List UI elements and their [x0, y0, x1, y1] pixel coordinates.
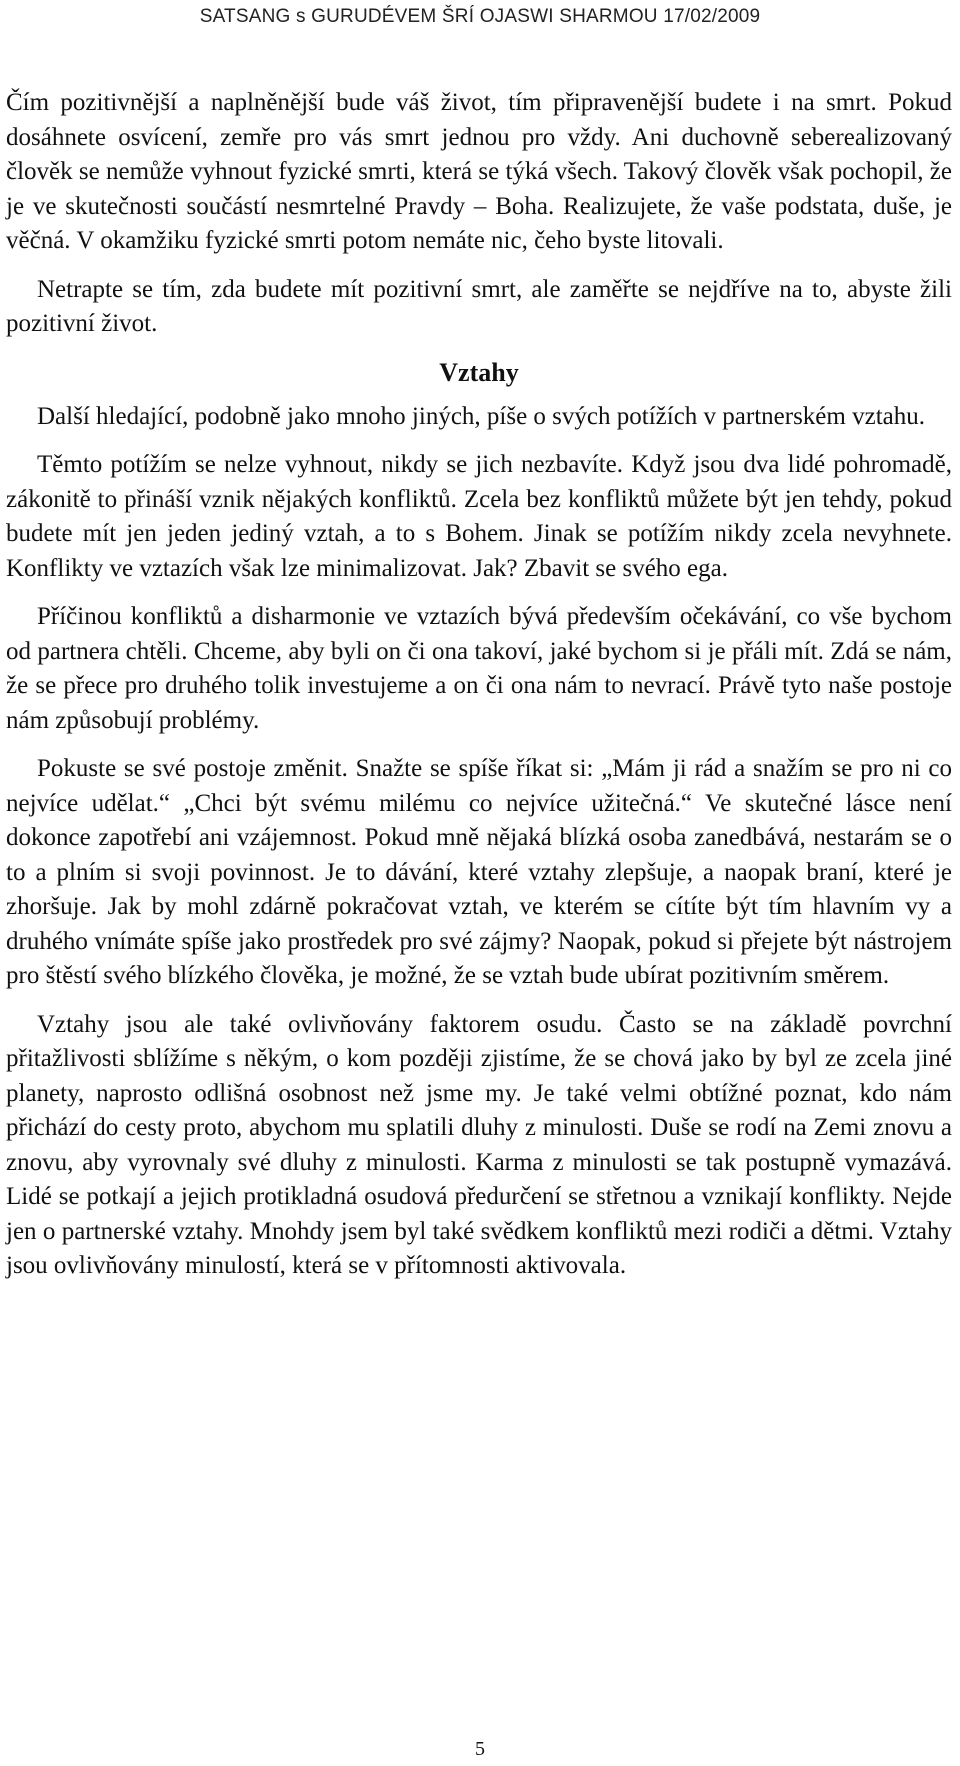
- paragraph-destiny: Vztahy jsou ale také ovlivňovány faktorem osudu. Často se na základě povrchní přitažlivosti sblížíme s někým, o kom později zjistíme, že se chová jako by byl ze zcela jiné planety, naprosto odlišná osobnost než jsme my. Je také velmi obtížné poznat, kdo nám přichází do cesty proto, abychom mu splatili dluhy z minulosti. Duše se rodí na Zemi znovu a znovu, aby vyrovnaly své dluhy z minulosti. Karma z minulosti se tak postupně vymazává. Lidé se potkají a jejich protikladná osudová předurčení se střetnou a vznikají konflikty. Nejde jen o partnerské vztahy. Mnohdy jsem byl také svědkem konfliktů mezi rodiči a dětmi. Vztahy jsou ovlivňovány minulostí, která se v přítomnosti aktivovala.: [6, 1010, 952, 1279]
- section-heading: Vztahy: [439, 357, 519, 387]
- running-header: SATSANG s GURUDÉVEM ŠRÍ OJASWI SHARMOU 17/02/2009: [199, 6, 761, 27]
- paragraph-expectations: Příčinou konfliktů a disharmonie ve vztazích bývá především očekávání, co vše bychom od partnera chtěli. Chceme, aby byli on či ona takoví, jaké bychom si je přáli mít. Zdá se nám, že se přece pro druhého tolik investujeme a on či ona nám to nevrací. Právě tyto naše postoje nám způsobují problémy.: [6, 603, 952, 734]
- paragraph-positive-life: Netrapte se tím, zda budete mít pozitivní smrt, ale zaměřte se nejdříve na to, abyste žili pozitivní život.: [6, 275, 952, 337]
- page-body: [6, 86, 952, 1298]
- paragraph-seeker-question: Další hledající, podobně jako mnoho jiných, píše o svých potížích v partnerském vztahu.: [37, 402, 925, 430]
- paragraph-conflicts: Těmto potížím se nelze vyhnout, nikdy se jich nezbavíte. Když jsou dva lidé pohromadě, zákonitě to přináší vznik nějakých konfliktů. Zcela bez konfliktů můžete být jen tehdy, pokud budete mít jen jeden jediný vztah, a to s Bohem. Jinak se potížím nikdy zcela nevyhnete. Konflikty ve vztazích však lze minimalizovat. Jak? Zbavit se svého ega.: [6, 451, 952, 582]
- paragraph-change-attitudes: Pokuste se své postoje změnit. Snažte se spíše říkat si: „Mám ji rád a snažím se pro ni co nejvíce udělat.“ „Chci být svému milému co nejvíce užitečná.“ Ve skutečné lásce není dokonce zapotřebí ani vzájemnost. Pokud mně nějaká blízká osoba zanedbává, nestarám se o to a plním si svoji povinnost. Je to dávání, které vztahy zlepšuje, a naopak braní, které je zhoršuje. Jak by mohl zdárně pokračovat vztah, ve kterém se cítíte být tím hlavním vy a druhého vnímáte spíše jako prostředek pro své zájmy? Naopak, pokud si přejete být nástrojem pro štěstí svého blízkého člověka, je možné, že se vztah bude ubírat pozitivním směrem.: [6, 755, 952, 989]
- page-number: 5: [475, 1738, 485, 1760]
- paragraph-death-preparation: Čím pozitivnější a naplněnější bude váš život, tím připravenější budete i na smrt. Pokud dosáhnete osvícení, zemře pro vás smrt jednou pro vždy. Ani duchovně seberealizovaný člověk se nemůže vyhnout fyzické smrti, která se týká všech. Takový člověk však pochopil, že je ve skutečnosti součástí nesmrtelné Pravdy – Boha. Realizujete, že vaše podstata, duše, je věčná. V okamžiku fyzické smrti potom nemáte nic, čeho byste litovali.: [6, 89, 952, 254]
